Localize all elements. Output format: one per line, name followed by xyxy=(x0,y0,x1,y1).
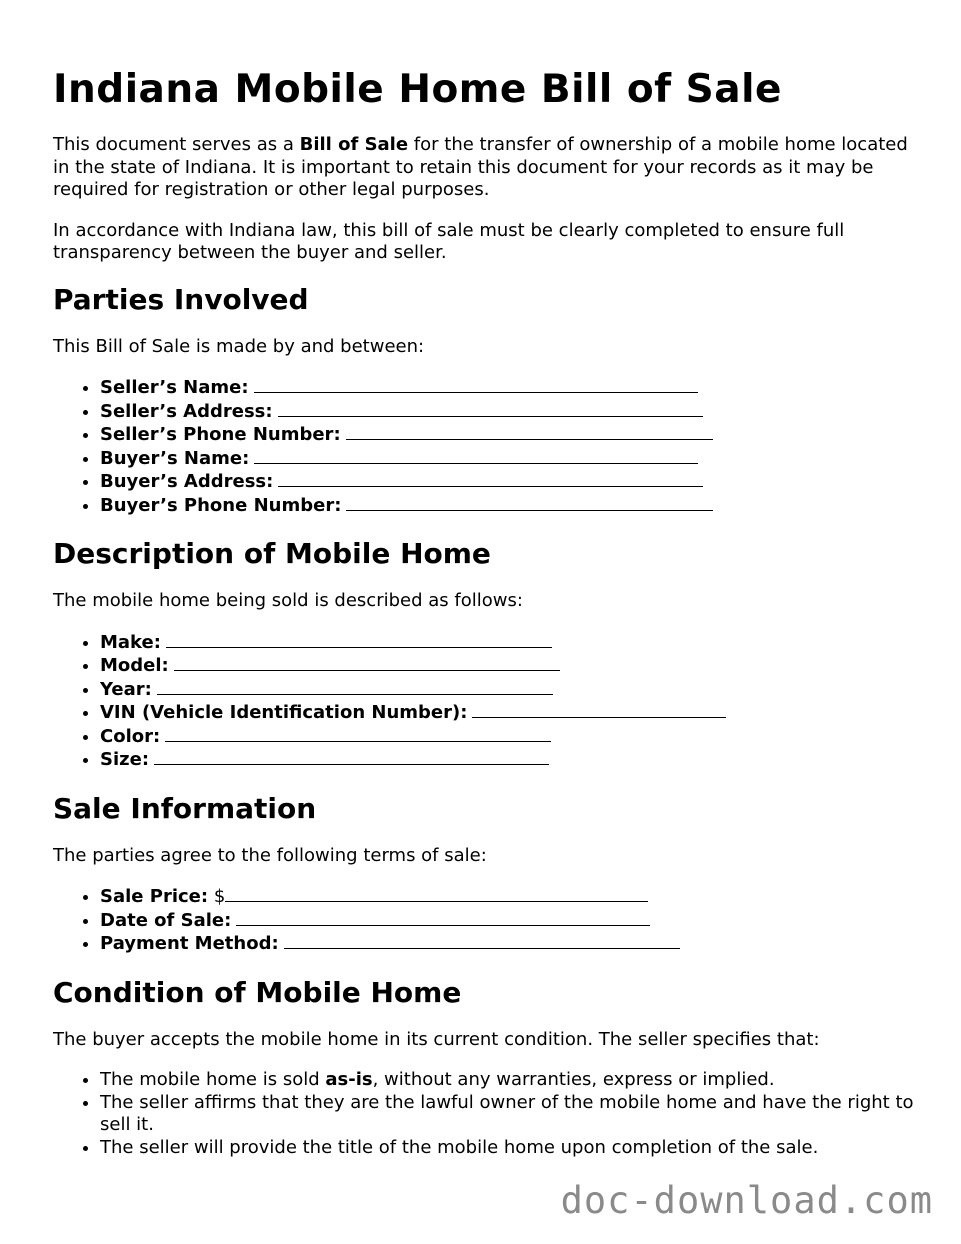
make-field[interactable] xyxy=(166,631,552,648)
size-field[interactable] xyxy=(154,748,549,765)
document-page xyxy=(53,66,923,1179)
description-lead: The mobile home being sold is described as follows: xyxy=(53,590,523,611)
buyer-address-field[interactable] xyxy=(278,470,703,487)
list-item: • Buyer’s Address: xyxy=(100,470,923,494)
condition-lead: The buyer accepts the mobile home in its current condition. The seller specifies that: xyxy=(53,1028,820,1050)
sale-price-field[interactable] xyxy=(225,885,648,902)
list-item: • Payment Method: xyxy=(100,932,923,956)
list-item: • VIN (Vehicle Identification Number): xyxy=(100,701,923,725)
watermark: doc-download.com xyxy=(560,1179,933,1222)
list-item: • Year: xyxy=(100,678,923,702)
list-item: • Seller’s Name: xyxy=(100,376,923,400)
currency-symbol: $ xyxy=(213,886,226,907)
seller-phone-field[interactable] xyxy=(346,423,713,440)
list-item: • The seller affirms that they are the lawful owner of the mobile home and have the right to sell it. xyxy=(100,1092,923,1137)
list-item: • Sale Price: $ xyxy=(100,885,923,909)
document-title: Indiana Mobile Home Bill of Sale xyxy=(53,67,782,112)
list-item: • Seller’s Phone Number: xyxy=(100,423,923,447)
intro-paragraph-1: This document serves as a Bill of Sale for the transfer of ownership of a mobile home located in the state of Indiana. It is important to retain this document for your records as it may be required for registration or other legal purposes. xyxy=(53,134,908,200)
description-heading: Description of Mobile Home xyxy=(53,537,491,570)
parties-lead: This Bill of Sale is made by and between: xyxy=(53,335,425,357)
condition-heading: Condition of Mobile Home xyxy=(53,975,462,1009)
condition-list xyxy=(53,1069,923,1159)
parties-heading: Parties Involved xyxy=(53,282,309,316)
buyer-name-field[interactable] xyxy=(254,447,698,464)
sale-heading: Sale Information xyxy=(53,791,317,825)
sale-date-field[interactable] xyxy=(236,909,650,926)
parties-list xyxy=(53,376,923,517)
description-list xyxy=(53,631,923,772)
color-field[interactable] xyxy=(165,725,551,742)
list-item: • Model: xyxy=(100,654,923,678)
bill-of-sale-emphasis: Bill of Sale xyxy=(299,134,409,155)
model-field[interactable] xyxy=(174,654,560,671)
buyer-phone-field[interactable] xyxy=(346,494,713,511)
sale-lead: The parties agree to the following terms of sale: xyxy=(53,844,487,866)
year-field[interactable] xyxy=(157,678,553,695)
sale-list xyxy=(53,885,923,956)
list-item: • The mobile home is sold as-is, without any warranties, express or implied. xyxy=(100,1069,923,1092)
list-item: • Date of Sale: xyxy=(100,909,923,933)
list-item: • Size: xyxy=(100,748,923,772)
list-item: • Buyer’s Phone Number: xyxy=(100,494,923,518)
seller-address-field[interactable] xyxy=(278,400,703,417)
list-item: • Seller’s Address: xyxy=(100,400,923,424)
list-item: • The seller will provide the title of the mobile home upon completion of the sale. xyxy=(100,1137,923,1160)
intro-paragraph-2: In accordance with Indiana law, this bill of sale must be clearly completed to ensure full transparency between the buyer and seller. xyxy=(53,219,845,263)
as-is-emphasis: as-is xyxy=(325,1069,373,1090)
list-item: • Make: xyxy=(100,631,923,655)
seller-name-field[interactable] xyxy=(254,376,698,393)
payment-method-field[interactable] xyxy=(284,932,680,949)
list-item: • Buyer’s Name: xyxy=(100,447,923,471)
list-item: • Color: xyxy=(100,725,923,749)
vin-field[interactable] xyxy=(472,701,726,718)
